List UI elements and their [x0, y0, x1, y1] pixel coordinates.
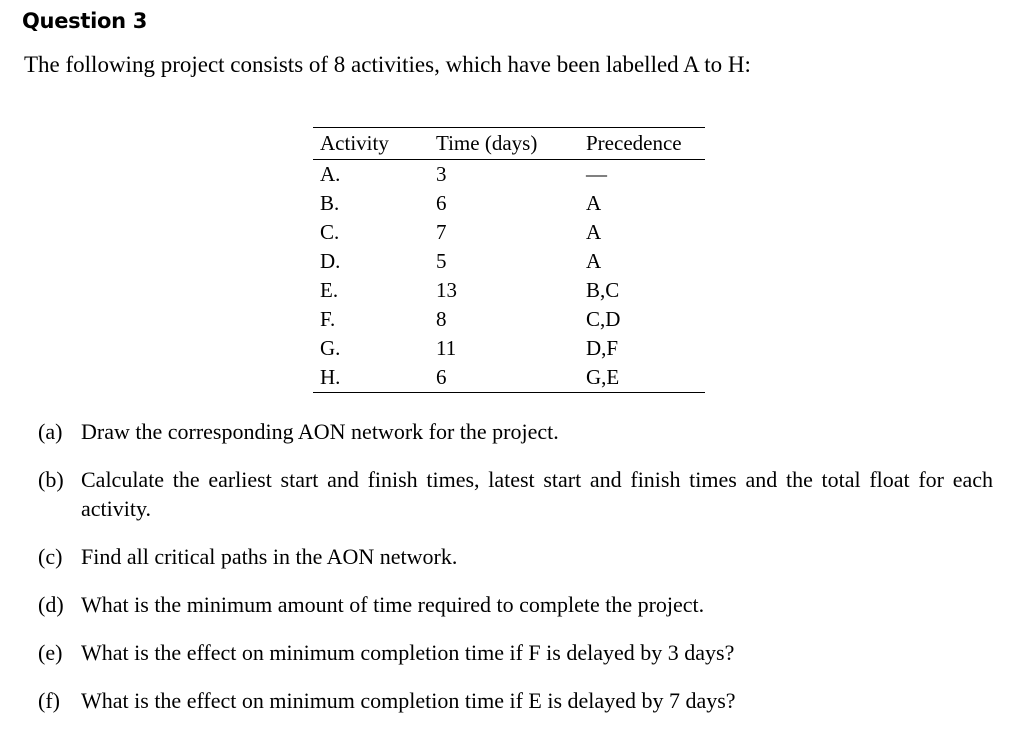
- question-heading: Question 3: [22, 9, 148, 33]
- sub-question-label: (e): [38, 640, 63, 665]
- cell-time: 7: [436, 220, 447, 244]
- cell-time: 8: [436, 307, 447, 331]
- header-precedence: Precedence: [586, 131, 682, 155]
- sub-question-text: What is the effect on minimum completion time if E is delayed by 7 days?: [81, 688, 736, 713]
- cell-time: 6: [436, 365, 447, 389]
- sub-question-b: [38, 465, 993, 523]
- cell-precedence: C,D: [586, 307, 621, 331]
- table-row: [313, 160, 705, 190]
- cell-time: 3: [436, 162, 447, 186]
- cell-activity: C.: [320, 220, 340, 244]
- cell-precedence: B,C: [586, 278, 620, 302]
- sub-question-text: Calculate the earliest start and finish times, latest start and finish times and the total float for each activity.: [81, 467, 993, 521]
- cell-precedence: D,F: [586, 336, 619, 360]
- cell-time: 6: [436, 191, 447, 215]
- cell-precedence: A: [586, 191, 602, 215]
- sub-questions-list: [38, 417, 993, 734]
- header-activity: Activity: [320, 131, 389, 155]
- cell-activity: F.: [320, 307, 336, 331]
- cell-precedence: —: [586, 162, 607, 186]
- table-row: [313, 189, 705, 218]
- cell-activity: G.: [320, 336, 341, 360]
- sub-question-text: What is the effect on minimum completion time if F is delayed by 3 days?: [81, 640, 735, 665]
- sub-question-c: [38, 542, 993, 571]
- table-header-row: [313, 128, 705, 160]
- intro-text: The following project consists of 8 activities, which have been labelled A to H:: [24, 52, 751, 77]
- cell-activity: D.: [320, 249, 341, 273]
- table-row: [313, 276, 705, 305]
- table-row: [313, 218, 705, 247]
- cell-time: 13: [436, 278, 457, 302]
- sub-question-label: (d): [38, 592, 64, 617]
- sub-question-label: (f): [38, 688, 60, 713]
- cell-precedence: G,E: [586, 365, 620, 389]
- table-row: [313, 363, 705, 393]
- sub-question-label: (c): [38, 544, 63, 569]
- sub-question-text: Draw the corresponding AON network for the project.: [81, 419, 559, 444]
- cell-time: 11: [436, 336, 457, 360]
- sub-question-a: [38, 417, 993, 446]
- sub-question-text: Find all critical paths in the AON network.: [81, 544, 458, 569]
- cell-precedence: A: [586, 249, 602, 273]
- table-row: [313, 305, 705, 334]
- sub-question-label: (b): [38, 467, 64, 492]
- sub-question-text: What is the minimum amount of time required to complete the project.: [81, 592, 705, 617]
- sub-question-d: [38, 590, 993, 619]
- cell-activity: E.: [320, 278, 339, 302]
- header-time: Time (days): [436, 131, 538, 155]
- sub-question-label: (a): [38, 419, 63, 444]
- activity-table-container: [313, 127, 705, 393]
- activity-table: [313, 127, 705, 393]
- cell-time: 5: [436, 249, 447, 273]
- table-row: [313, 247, 705, 276]
- cell-activity: B.: [320, 191, 340, 215]
- cell-precedence: A: [586, 220, 602, 244]
- table-row: [313, 334, 705, 363]
- sub-question-e: [38, 638, 993, 667]
- cell-activity: A.: [320, 162, 341, 186]
- cell-activity: H.: [320, 365, 341, 389]
- sub-question-f: [38, 686, 993, 715]
